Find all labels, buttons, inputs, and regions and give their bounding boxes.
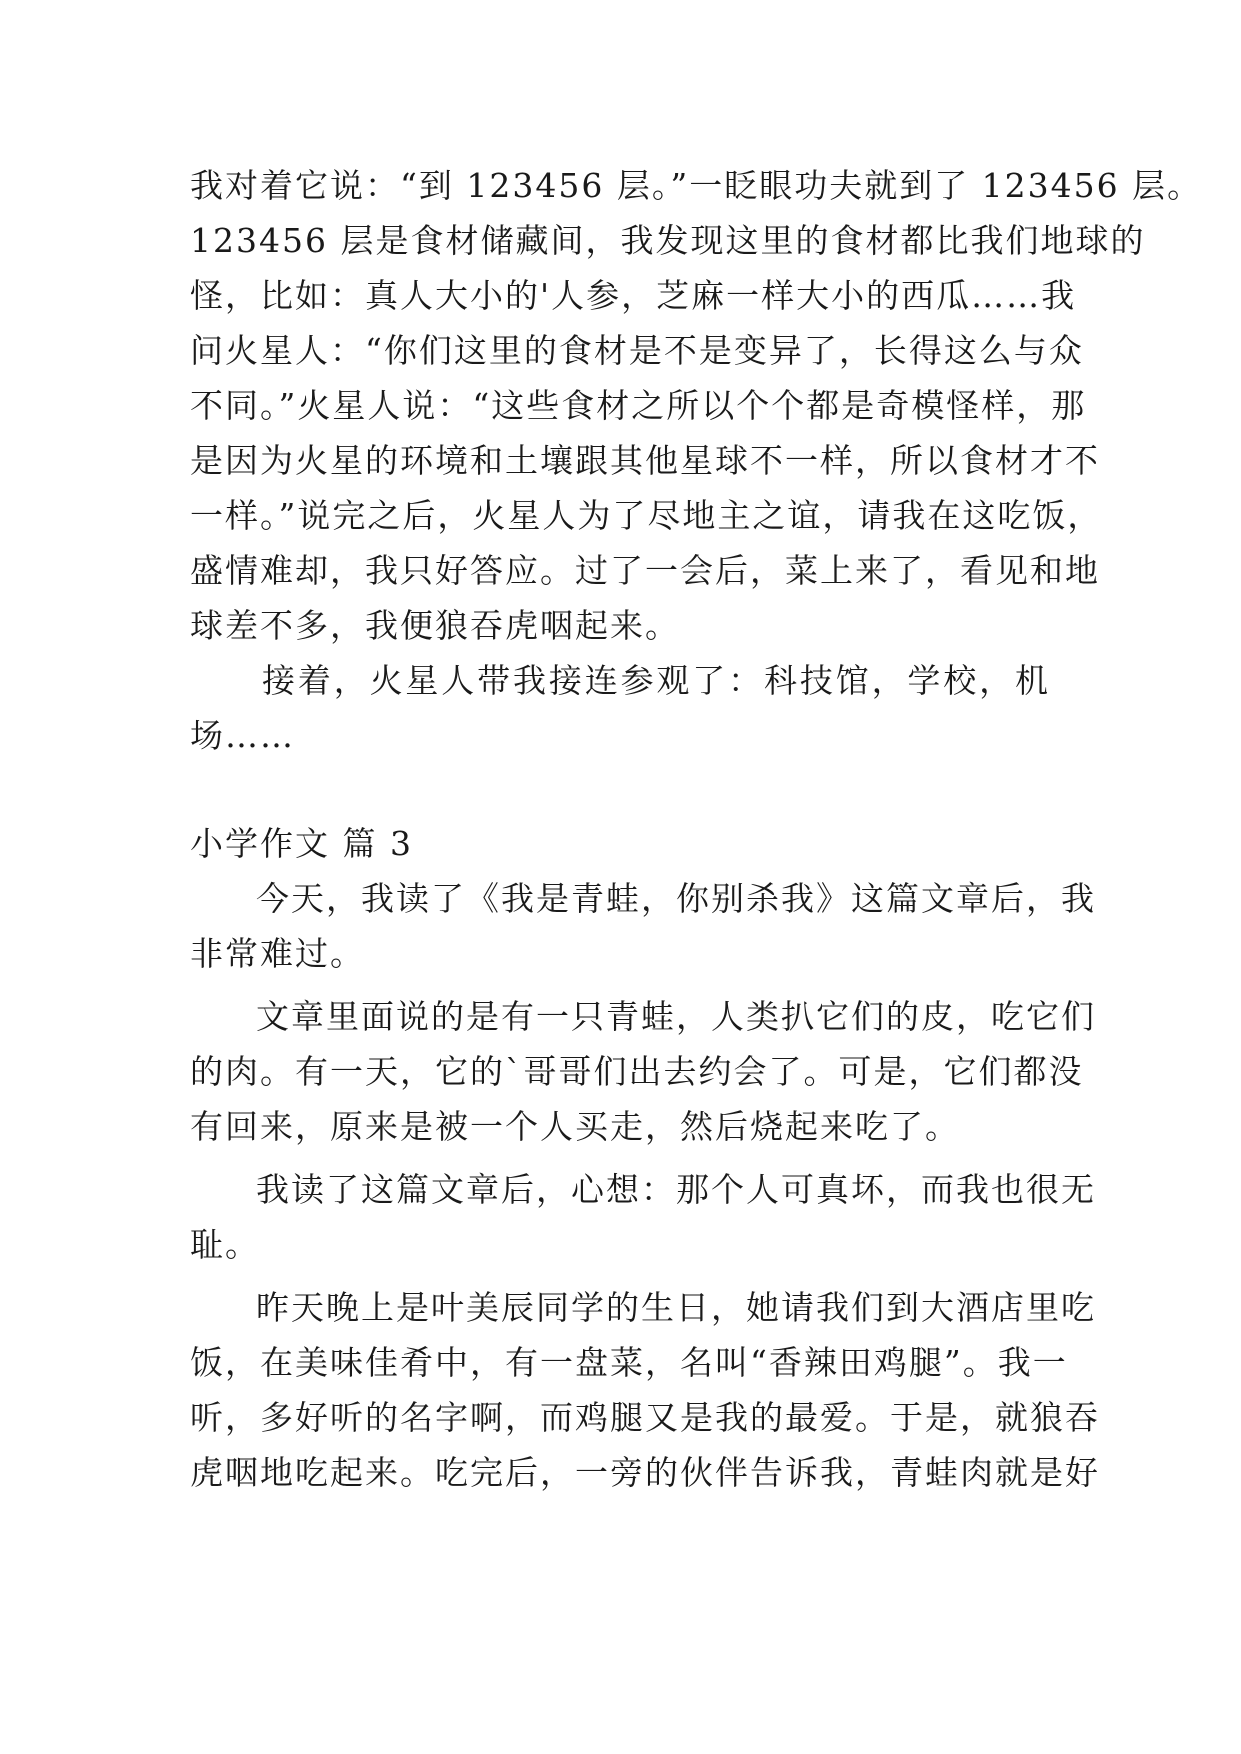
text-line: 昨天晚上是叶美辰同学的生日，她请我们到大酒店里吃 — [256, 1288, 1096, 1327]
text-line: 听，多好听的名字啊，而鸡腿又是我的最爱。于是，就狼吞 — [190, 1398, 1100, 1437]
text-line: 有回来，原来是被一个人买走，然后烧起来吃了。 — [190, 1107, 960, 1146]
text-line: 我读了这篇文章后，心想：那个人可真坏，而我也很无 — [256, 1170, 1096, 1209]
text-line: 场…… — [190, 716, 295, 755]
text-line: 问火星人：“你们这里的食材是不是变异了，长得这么与众 — [190, 331, 1084, 370]
text-line: 耻。 — [190, 1225, 260, 1264]
text-line: 饭，在美味佳肴中，有一盘菜，名叫“香辣田鸡腿”。我一 — [190, 1343, 1068, 1382]
text-line: 是因为火星的环境和土壤跟其他星球不一样，所以食材才不 — [190, 441, 1100, 480]
text-line: 今天，我读了《我是青蛙，你别杀我》这篇文章后，我 — [256, 879, 1096, 918]
text-line: 球差不多，我便狼吞虎咽起来。 — [190, 606, 680, 645]
text-line: 123456 层是食材储藏间，我发现这里的食材都比我们地球的 — [190, 221, 1146, 260]
text-line: 的肉。有一天，它的`哥哥们出去约会了。可是，它们都没 — [190, 1052, 1084, 1091]
text-line: 盛情难却，我只好答应。过了一会后，菜上来了，看见和地 — [190, 551, 1100, 590]
text-line: 文章里面说的是有一只青蛙，人类扒它们的皮，吃它们 — [256, 997, 1096, 1036]
text-line: 接着，火星人带我接连参观了：科技馆，学校，机 — [262, 661, 1050, 700]
text-line: 虎咽地吃起来。吃完后，一旁的伙伴告诉我，青蛙肉就是好 — [190, 1453, 1100, 1492]
text-line: 怪，比如：真人大小的'人参，芝麻一样大小的西瓜……我 — [190, 276, 1077, 315]
text-line: 不同。”火星人说：“这些食材之所以个个都是奇模怪样，那 — [190, 386, 1087, 425]
article-heading: 小学作文 篇 3 — [190, 824, 413, 863]
text-line: 非常难过。 — [190, 934, 365, 973]
text-line: 我对着它说：“到 123456 层。”一眨眼功夫就到了 123456 层。 — [190, 166, 1203, 205]
text-line: 一样。”说完之后，火星人为了尽地主之谊，请我在这吃饭， — [190, 496, 1103, 535]
